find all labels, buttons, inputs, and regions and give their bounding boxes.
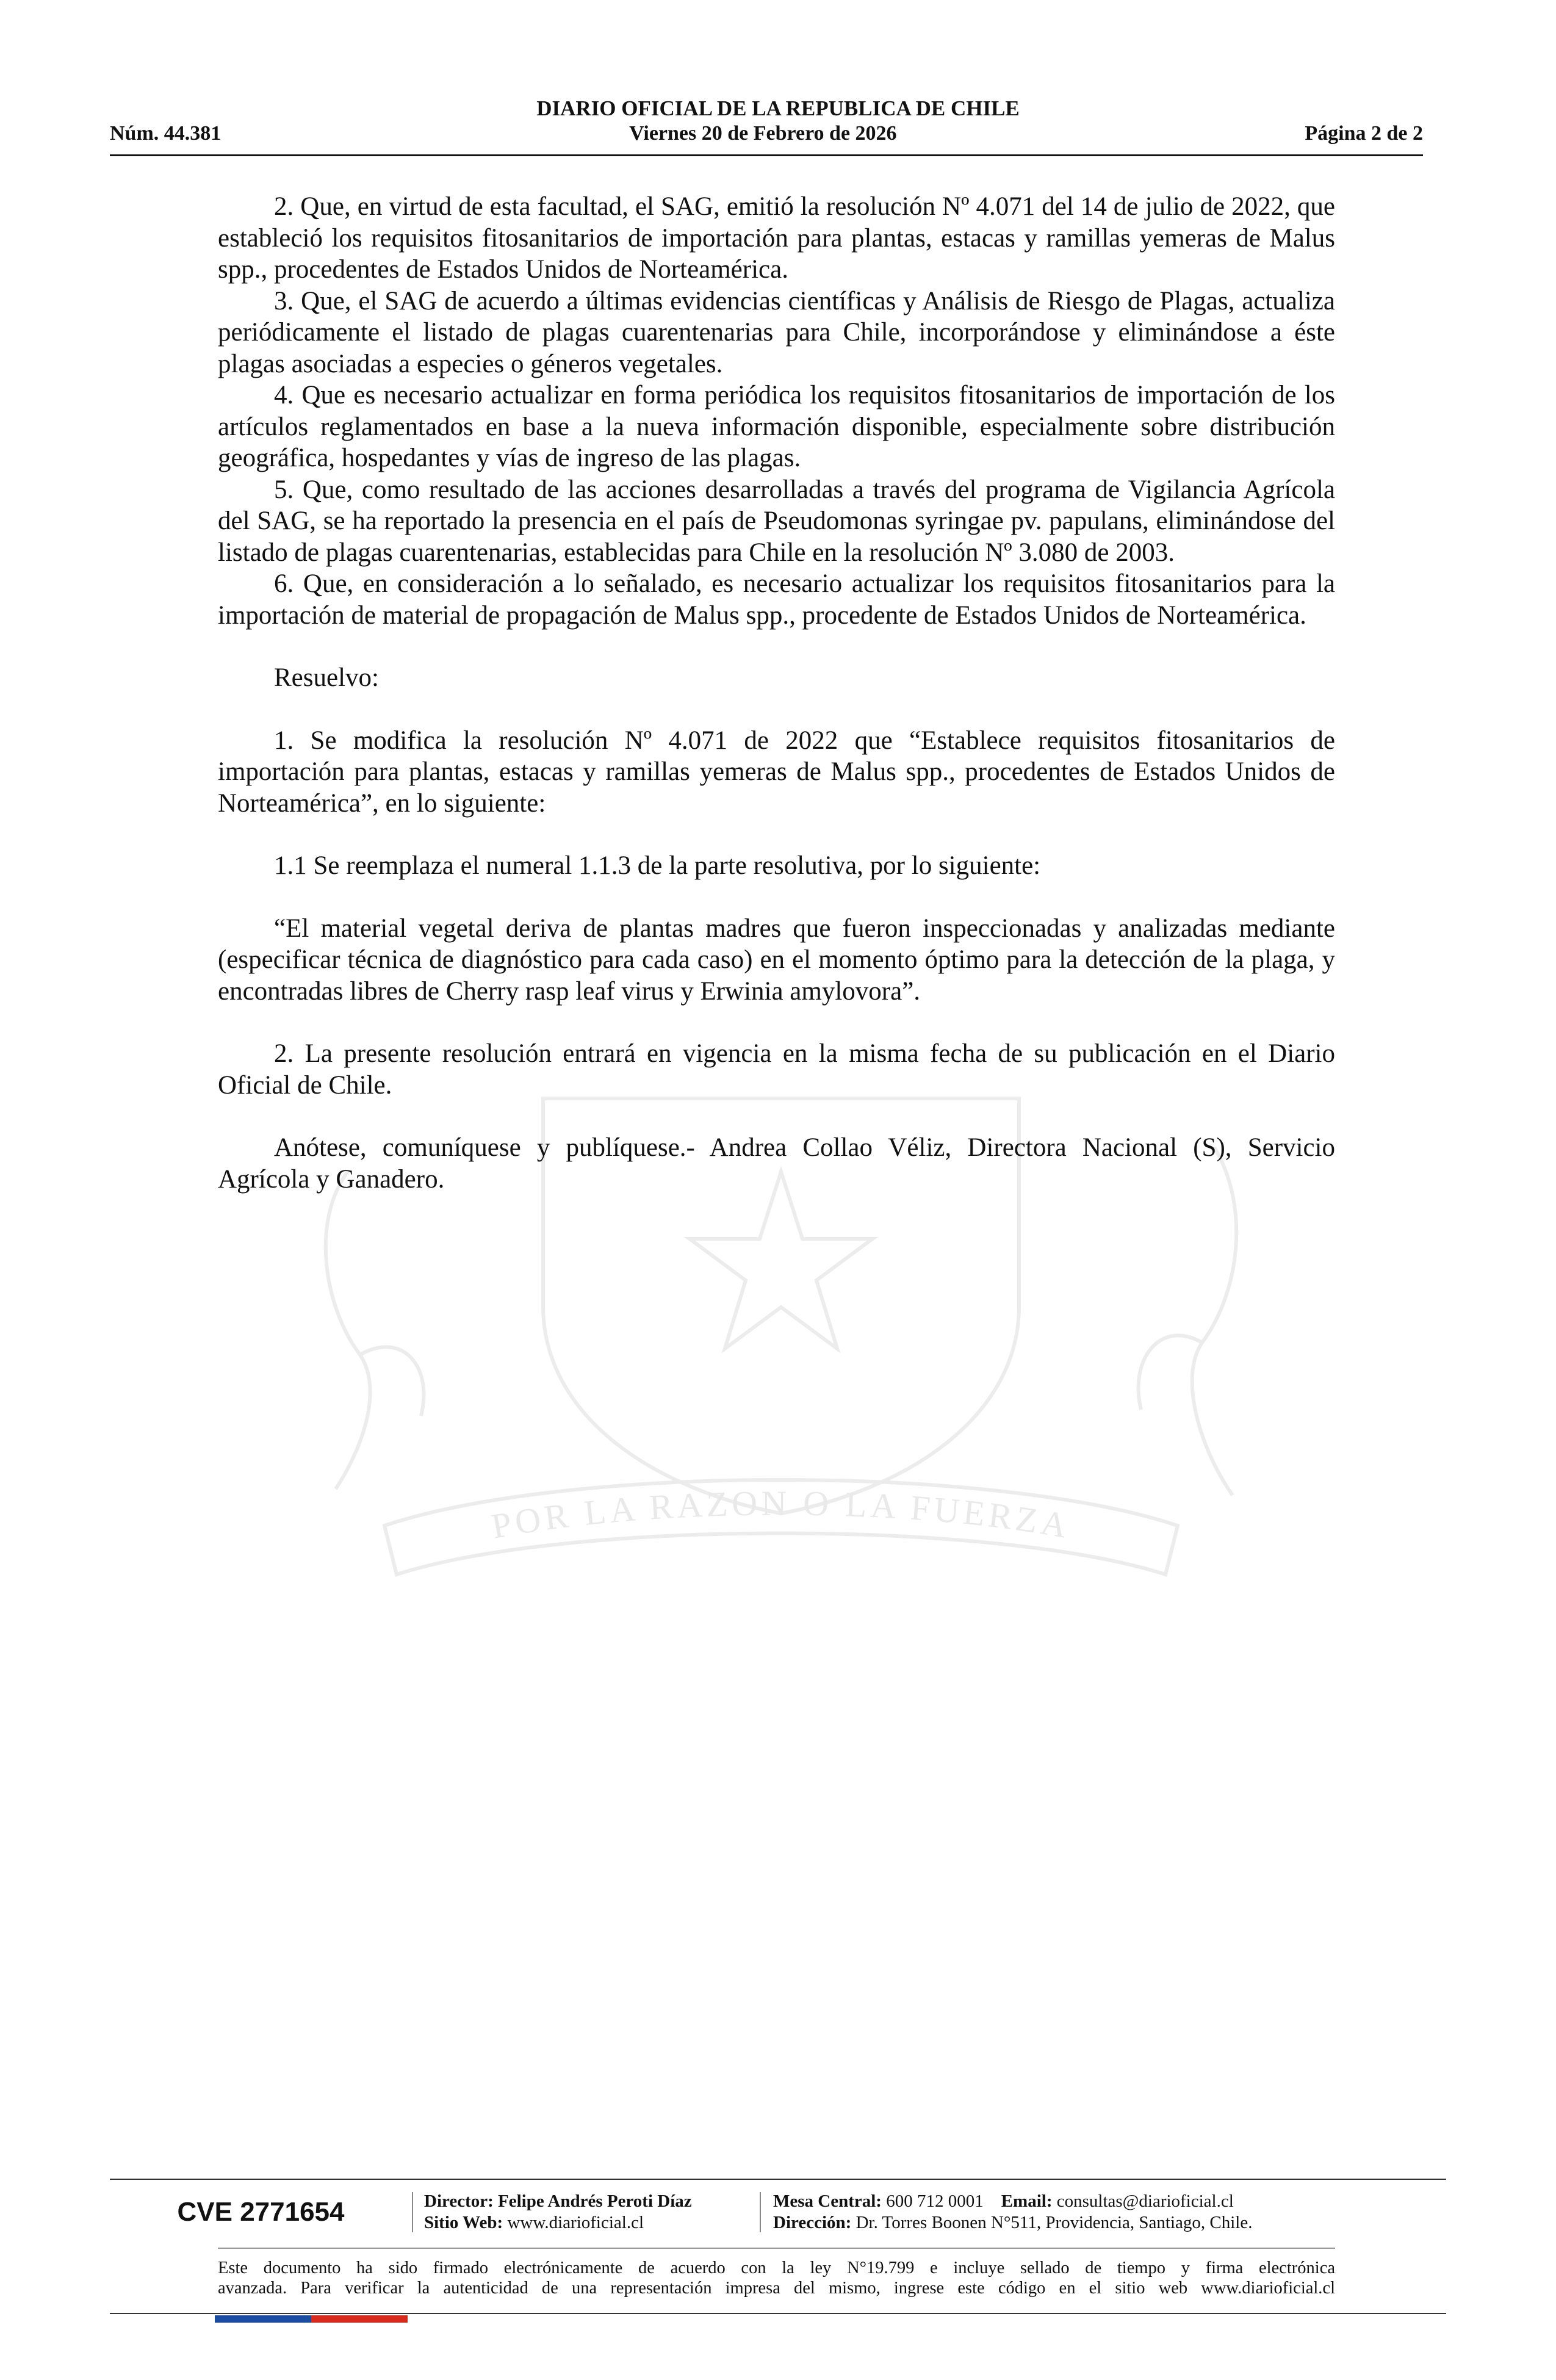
footer-director-block bbox=[413, 2191, 760, 2234]
watermark-right-figure bbox=[1139, 1147, 1237, 1495]
paragraph-resuelvo: Resuelvo: bbox=[274, 663, 379, 692]
footer-contact-block bbox=[761, 2191, 1252, 2234]
director-label: Director: bbox=[424, 2191, 494, 2211]
footer-divider-top bbox=[110, 2179, 1446, 2180]
flag-color-bar bbox=[215, 2315, 408, 2323]
legal-line-1: Este documento ha sido firmado electrónicamente de acuerdo con la ley N°19.799 e incluye sellado de tiempo y firma electrónica bbox=[218, 2259, 1335, 2277]
site-link[interactable]: www.diarioficial.cl bbox=[507, 2213, 644, 2232]
flag-bar-blue bbox=[215, 2315, 311, 2323]
issue-date: Viernes 20 de Febrero de 2026 bbox=[629, 122, 897, 145]
watermark-left-figure bbox=[326, 1172, 424, 1489]
paragraph-considerando-5: 5. Que, como resultado de las acciones desarrolladas a través del programa de Vigilancia Agrícola del SAG, se ha reportado la presencia en el país de Pseudomonas syringae pv. papulans, eliminándose del listado de plagas cuarentenarias, establecidas para Chile en la resolución Nº 3.080 de 2003. bbox=[218, 475, 1335, 567]
paragraph-resolution-1: 1. Se modifica la resolución Nº 4.071 de 2022 que “Establece requisitos fitosanitarios de importación para plantas, estacas y ramillas yemeras de Malus spp., procedentes de Estados Unidos de Norteamérica”, en lo siguiente: bbox=[218, 726, 1335, 818]
address-value: Dr. Torres Boonen N°511, Providencia, Santiago, Chile. bbox=[855, 2213, 1253, 2232]
header-divider bbox=[110, 154, 1423, 156]
paragraph-considerando-6: 6. Que, en consideración a lo señalado, es necesario actualizar los requisitos fitosanitarios para la importación de material de propagación de Malus spp., procedente de Estados Unidos de Norteamérica. bbox=[218, 569, 1335, 630]
svg-text:POR LA RAZON O LA FUERZA bbox=[488, 1483, 1073, 1546]
phone-label: Mesa Central: bbox=[773, 2191, 882, 2211]
paragraph-resolution-2: 2. La presente resolución entrará en vigencia en la misma fecha de su publicación en el Diario Oficial de Chile. bbox=[218, 1039, 1335, 1100]
phone-value: 600 712 0001 bbox=[886, 2191, 984, 2211]
cve-code: CVE 2771654 bbox=[177, 2197, 345, 2227]
watermark-star bbox=[690, 1172, 873, 1349]
paragraph-resolution-1-1: 1.1 Se reemplaza el numeral 1.1.3 de la parte resolutiva, por lo siguiente: bbox=[274, 851, 1041, 880]
issue-number: Núm. 44.381 bbox=[110, 122, 222, 145]
resolution-body bbox=[218, 191, 1335, 1195]
publication-title: DIARIO OFICIAL DE LA REPUBLICA DE CHILE bbox=[536, 96, 1020, 120]
paragraph-signature: Anótese, comuníquese y publíquese.- Andrea Collao Véliz, Directora Nacional (S), Servicio Agrícola y Ganadero. bbox=[218, 1133, 1335, 1194]
footer-divider-bottom bbox=[110, 2313, 1446, 2314]
page-indicator: Página 2 de 2 bbox=[1305, 122, 1423, 145]
flag-bar-red bbox=[311, 2315, 408, 2323]
address-label: Dirección: bbox=[773, 2213, 852, 2232]
watermark-motto: POR LA RAZON O LA FUERZA bbox=[488, 1483, 1074, 1546]
footer-legal-notice bbox=[218, 2258, 1335, 2298]
paragraph-quoted-text: “El material vegetal deriva de plantas madres que fueron inspeccionadas y analizadas mediante (especificar técnica de diagnóstico para cada caso) en el momento óptimo para la detección de la plaga, y encontradas libres de Cherry rasp leaf virus y Erwinia amylovora”. bbox=[218, 914, 1335, 1006]
header-row bbox=[110, 122, 1423, 145]
footer-divider-thin bbox=[218, 2248, 1335, 2249]
email-link[interactable]: consultas@diarioficial.cl bbox=[1056, 2191, 1234, 2211]
director-name: Felipe Andrés Peroti Díaz bbox=[498, 2191, 692, 2211]
legal-line-2: avanzada. Para verificar la autenticidad de una representación impresa del mismo, ingrese este código en el sitio web www.diarioficial.cl bbox=[218, 2279, 1335, 2298]
paragraph-considerando-3: 3. Que, el SAG de acuerdo a últimas evidencias científicas y Análisis de Riesgo de Plagas, actualiza periódicamente el listado de plagas cuarentenarias para Chile, incorporándose y eliminándose a éste plagas asociadas a especies o géneros vegetales. bbox=[218, 286, 1335, 378]
paragraph-considerando-2: 2. Que, en virtud de esta facultad, el SAG, emitió la resolución Nº 4.071 del 14 de julio de 2022, que estableció los requisitos fitosanitarios de importación para plantas, estacas y ramillas yemeras de Malus spp., procedentes de Estados Unidos de Norteamérica. bbox=[218, 192, 1335, 284]
site-label: Sitio Web: bbox=[424, 2213, 503, 2232]
email-label: Email: bbox=[1001, 2191, 1053, 2211]
footer-info bbox=[110, 2188, 1446, 2237]
paragraph-considerando-4: 4. Que es necesario actualizar en forma periódica los requisitos fitosanitarios de importación de los artículos reglamentados en base a la nueva información disponible, especialmente sobre distribución geográfica, hospedantes y vías de ingreso de las plagas. bbox=[218, 381, 1335, 472]
